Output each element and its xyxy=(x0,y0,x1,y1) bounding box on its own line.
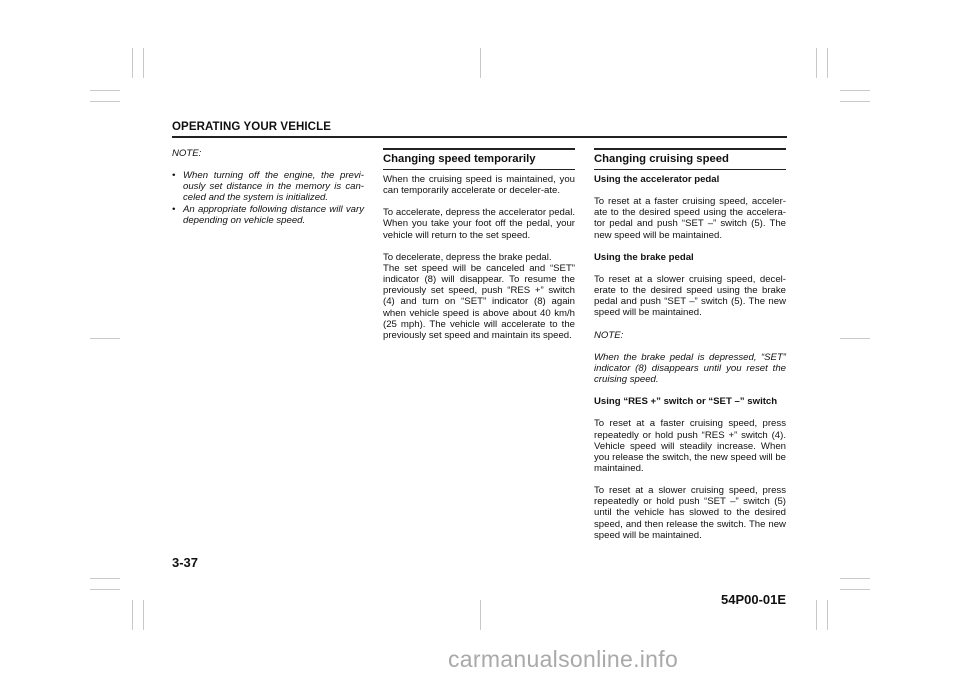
crop-mark xyxy=(840,589,870,590)
crop-mark xyxy=(827,48,828,78)
crop-mark xyxy=(840,338,870,339)
document-code: 54P00-01E xyxy=(721,592,787,607)
paragraph: When the cruising speed is maintained, you can temporarily accelerate or deceler-ate. xyxy=(383,174,575,197)
paragraph: To reset at a slower cruising speed, press repeatedly or hold push “SET –” switch (5) until the vehicle has slowed to the desired speed, and then release the switch. The new speed will be maintained. xyxy=(594,485,786,541)
crop-mark xyxy=(90,578,120,579)
crop-mark xyxy=(143,600,144,630)
crop-mark xyxy=(90,90,120,91)
left-column xyxy=(172,148,364,226)
note-label: NOTE: xyxy=(172,148,202,159)
note-label: NOTE: xyxy=(594,329,624,341)
paragraph: To decelerate, depress the brake pedal. xyxy=(383,251,552,263)
crop-mark xyxy=(90,589,120,590)
crop-mark xyxy=(143,48,144,78)
bullet-icon: • xyxy=(172,170,176,182)
page-number: 3-37 xyxy=(172,555,199,570)
note-item: • An appropriate following distance will vary depending on vehicle speed. xyxy=(172,203,364,226)
right-column xyxy=(594,148,786,552)
note-text: When the brake pedal is depressed, “SET” indicator (8) disappears until you reset the cruising speed. xyxy=(594,351,786,386)
header-rule xyxy=(172,136,787,138)
bullet-icon: • xyxy=(172,203,176,215)
crop-mark xyxy=(840,101,870,102)
paragraph: To reset at a faster cruising speed, acceler-ate to the desired speed using the accelera-tor pedal and push “SET –” switch (5). The new speed will be maintained. xyxy=(594,196,786,241)
section-heading: Changing speed temporarily xyxy=(383,148,575,170)
note-list xyxy=(172,170,364,226)
watermark: carmanualsonline.info xyxy=(448,646,679,672)
crop-mark xyxy=(90,101,120,102)
paragraph: To reset at a faster cruising speed, press repeatedly or hold push “RES +” switch (4). Vehicle speed will steadily increase. When you release the switch, the new speed will be maintained. xyxy=(594,418,786,474)
subheading: Using “RES +” switch or “SET –” switch xyxy=(594,396,778,408)
section-title: OPERATING YOUR VEHICLE xyxy=(172,121,331,133)
crop-mark xyxy=(132,600,133,630)
middle-column xyxy=(383,148,575,352)
paragraph: To accelerate, depress the accelerator pedal. When you take your foot off the pedal, your vehicle will return to the set speed. xyxy=(383,207,575,241)
crop-mark xyxy=(816,48,817,78)
subheading: Using the brake pedal xyxy=(594,251,694,263)
crop-mark xyxy=(827,600,828,630)
note-item: • When turning off the engine, the previ-ously set distance in the memory is can-celed and the system is initialized. xyxy=(172,170,364,204)
crop-mark xyxy=(816,600,817,630)
paragraph: To reset at a slower cruising speed, decel-erate to the desired speed using the brake pedal and push “SET –” switch (5). The new speed will be maintained. xyxy=(594,273,786,319)
crop-mark xyxy=(90,338,120,339)
paragraph: The set speed will be canceled and “SET” indicator (8) will disappear. To resume the previously set speed, push “RES +” switch (4) and turn on “SET” indicator (8) again when vehicle speed is above about 40 km/h (25 mph). The vehicle will accelerate to the previously set speed and maintain its speed. xyxy=(383,262,575,341)
crop-mark xyxy=(132,48,133,78)
section-heading: Changing cruising speed xyxy=(594,148,786,170)
crop-mark xyxy=(480,600,481,630)
subheading: Using the accelerator pedal xyxy=(594,174,720,185)
crop-mark xyxy=(840,90,870,91)
crop-mark xyxy=(840,578,870,579)
crop-mark xyxy=(480,48,481,78)
